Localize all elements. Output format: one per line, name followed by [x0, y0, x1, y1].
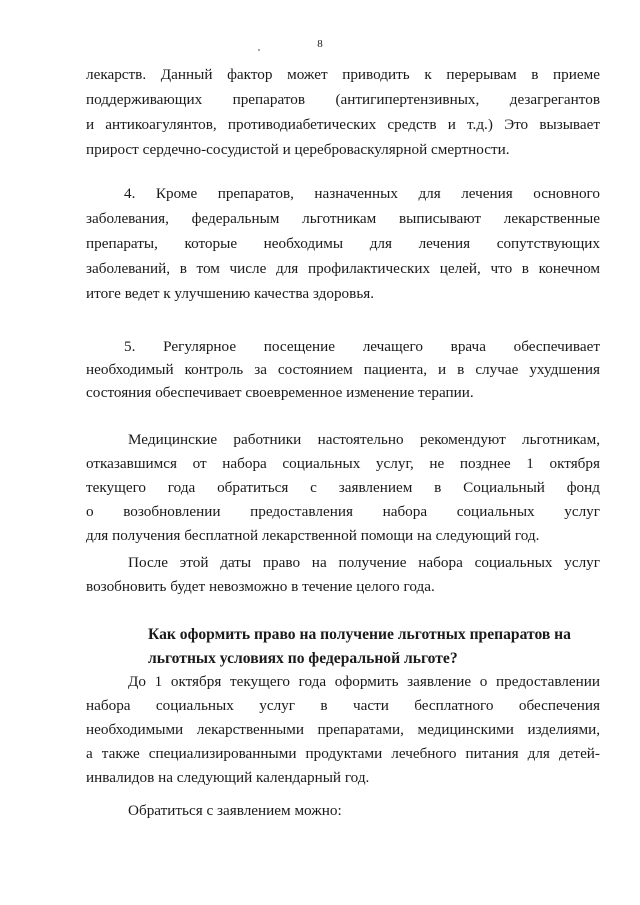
paragraph-6-line-5: для получения бесплатной лекарственной помощи на следующий год. — [86, 527, 540, 544]
paragraph-7-line-2: возобновить будет невозможно в течение целого года. — [86, 578, 435, 595]
paragraph-9-line-1: Обратиться с заявлением можно: — [128, 802, 342, 819]
item-5-line-3: состояния обеспечивает своевременное изменение терапии. — [86, 384, 474, 401]
item-4-line-3: препараты, которые необходимы для лечения сопутствующих — [86, 235, 600, 252]
paragraph-1-line-2: поддерживающих препаратов (антигипертензивных, дезагрегантов — [86, 91, 600, 108]
paragraph-1-line-1: лекарств. Данный фактор может приводить к перерывам в приеме — [86, 66, 600, 83]
paragraph-6-line-2: отказавшимся от набора социальных услуг, не позднее 1 октября — [86, 455, 600, 472]
paragraph-8-line-1: До 1 октября текущего года оформить заявление о предоставлении — [128, 673, 600, 690]
item-4-line-4: заболеваний, в том числе для профилактических целей, что в конечном — [86, 260, 600, 277]
paragraph-7-line-1: После этой даты право на получение набора социальных услуг — [128, 554, 600, 571]
scan-speck — [258, 49, 260, 51]
item-5-line-1: 5. Регулярное посещение лечащего врача обеспечивает — [124, 338, 600, 355]
paragraph-6-line-4: о возобновлении предоставления набора социальных услуг — [86, 503, 600, 520]
item-5-line-2: необходимый контроль за состоянием пациента, и в случае ухудшения — [86, 361, 600, 378]
item-4-line-2: заболевания, федеральным льготникам выписывают лекарственные — [86, 210, 600, 227]
section-heading-line-2: льготных условиях по федеральной льготе? — [148, 650, 458, 667]
paragraph-8-line-2: набора социальных услуг в части бесплатного обеспечения — [86, 697, 600, 714]
paragraph-6-line-3: текущего года обратиться с заявлением в Социальный фонд — [86, 479, 600, 496]
section-heading-line-1: Как оформить право на получение льготных препаратов на — [148, 626, 571, 643]
item-4-line-5: итоге ведет к улучшению качества здоровья. — [86, 285, 375, 302]
item-4-line-1: 4. Кроме препаратов, назначенных для лечения основного — [124, 185, 600, 202]
paragraph-8-line-5: инвалидов на следующий календарный год. — [86, 769, 370, 786]
paragraph-8-line-4: а также специализированными продуктами лечебного питания для детей- — [86, 745, 600, 762]
page-number: 8 — [317, 38, 323, 50]
paragraph-6-line-1: Медицинские работники настоятельно рекомендуют льготникам, — [128, 431, 600, 448]
paragraph-1-line-4: прирост сердечно-сосудистой и цереброваскулярной смертности. — [86, 141, 510, 158]
paragraph-8-line-3: необходимыми лекарственными препаратами, медицинскими изделиями, — [86, 721, 600, 738]
paragraph-1-line-3: и антикоагулянтов, противодиабетических средств и т.д.) Это вызывает — [86, 116, 600, 133]
